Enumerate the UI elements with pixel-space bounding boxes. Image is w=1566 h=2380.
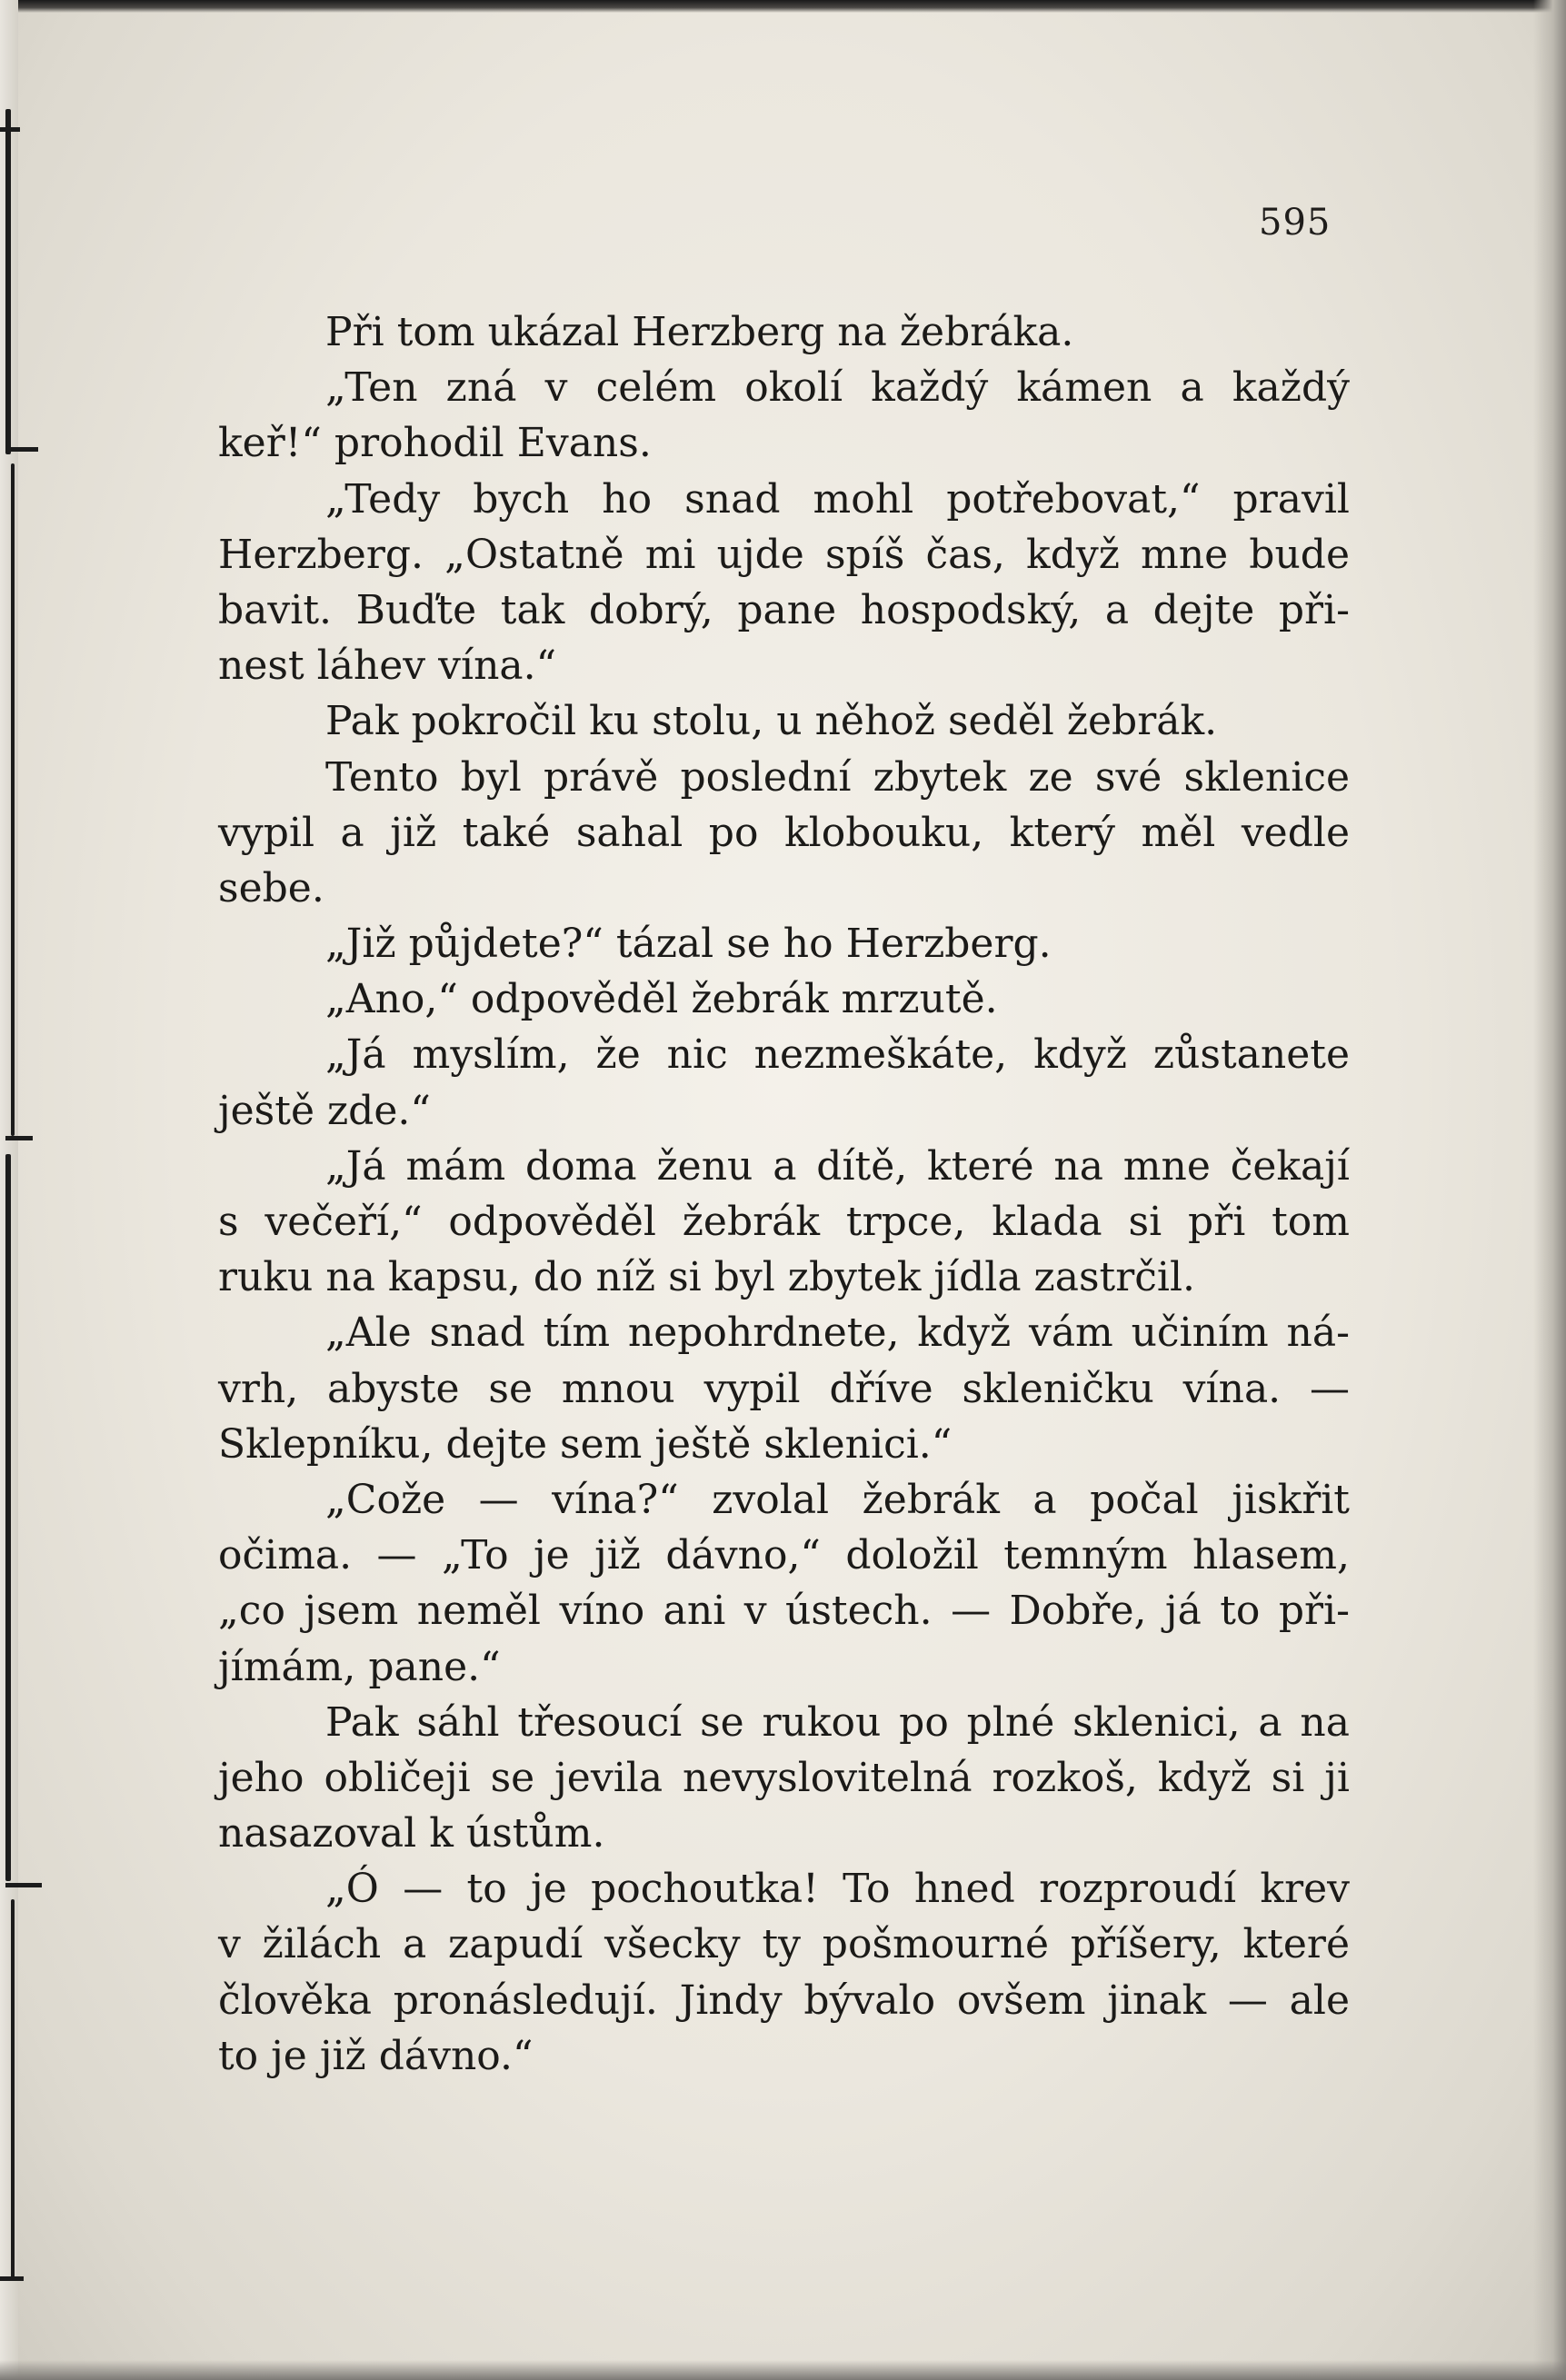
binding-tick	[5, 1883, 42, 1887]
text-line: Tento byl právě poslední zbytek ze své sklenice	[325, 753, 1350, 801]
text-line: „Ten zná v celém okolí každý kámen a každý	[325, 364, 1350, 412]
binding-mark	[11, 1899, 15, 2281]
page-bottom-edge-shadow	[0, 2360, 1566, 2380]
binding-mark	[5, 1154, 11, 1881]
binding-mark	[5, 109, 11, 454]
text-line: „Ale snad tím nepohrdnete, když vám učiním ná-	[325, 1309, 1350, 1357]
text-line: keř!“ prohodil Evans.	[218, 420, 652, 467]
text-line: „co jsem neměl víno ani v ústech. — Dobře, já to při-	[218, 1588, 1350, 1635]
text-line: „Již půjdete?“ tázal se ho Herzberg.	[325, 921, 1052, 968]
text-line: „Já mám doma ženu a dítě, které na mne čekají	[325, 1142, 1350, 1190]
text-line: vrh, abyste se mnou vypil dříve skleničku vína. —	[218, 1365, 1350, 1412]
binding-mark	[11, 463, 15, 1136]
text-line: Při tom ukázal Herzberg na žebráka.	[325, 309, 1074, 355]
text-line: člověka pronásledují. Jindy bývalo ovšem jinak — ale	[218, 1977, 1350, 2024]
binding-tick	[0, 127, 20, 132]
text-line: „Já myslím, že nic nezmeškáte, když zůstanete	[325, 1031, 1350, 1079]
text-line: bavit. Buďte tak dobrý, pane hospodský, a dejte při-	[218, 586, 1350, 633]
text-line: jímám, pane.“	[218, 1643, 501, 1690]
text-line: „Tedy bych ho snad mohl potřebovat,“ pravil	[325, 475, 1350, 523]
text-line: ruku na kapsu, do níž si byl zbytek jídla zastrčil.	[218, 1254, 1196, 1301]
text-line: Pak pokročil ku stolu, u něhož seděl žebrák.	[325, 698, 1218, 745]
binding-tick	[5, 447, 38, 452]
text-line: Sklepníku, dejte sem ještě sklenici.“	[218, 1420, 953, 1468]
text-line: to je již dávno.“	[218, 2032, 534, 2079]
text-line: v žilách a zapudí všecky ty pošmourné příšery, které	[218, 1921, 1350, 1968]
text-line: očima. — „To je již dávno,“ doložil temným hlasem,	[218, 1532, 1350, 1579]
binding-tick	[5, 1136, 33, 1140]
text-line: nest láhev vína.“	[218, 642, 557, 690]
text-line: vypil a již také sahal po klobouku, který měl vedle	[218, 809, 1350, 856]
body-text	[218, 304, 1350, 2084]
text-line: ještě zde.“	[218, 1087, 431, 1134]
text-line: „Cože — vína?“ zvolal žebrák a počal jiskřit	[325, 1476, 1350, 1523]
page-top-edge-shadow	[0, 0, 1566, 13]
text-line: jeho obličeji se jevila nevyslovitelná rozkoš, když si ji	[218, 1754, 1350, 1801]
page-number: 595	[1259, 202, 1332, 244]
text-line: sebe.	[218, 864, 324, 911]
text-line: „Ano,“ odpověděl žebrák mrzutě.	[325, 976, 998, 1023]
text-line: Pak sáhl třesoucí se rukou po plné sklenici, a na	[325, 1698, 1350, 1746]
text-line: s večeří,“ odpověděl žebrák trpce, klada si při tom	[218, 1199, 1350, 1245]
text-line: nasazoval k ústům.	[218, 1810, 605, 1857]
binding-tick	[0, 2276, 24, 2281]
text-line: Herzberg. „Ostatně mi ujde spíš čas, když mne bude	[218, 531, 1350, 578]
page-right-edge-shadow	[1533, 0, 1566, 2380]
text-line: „Ó — to je pochoutka! To hned rozproudí krev	[325, 1866, 1350, 1913]
